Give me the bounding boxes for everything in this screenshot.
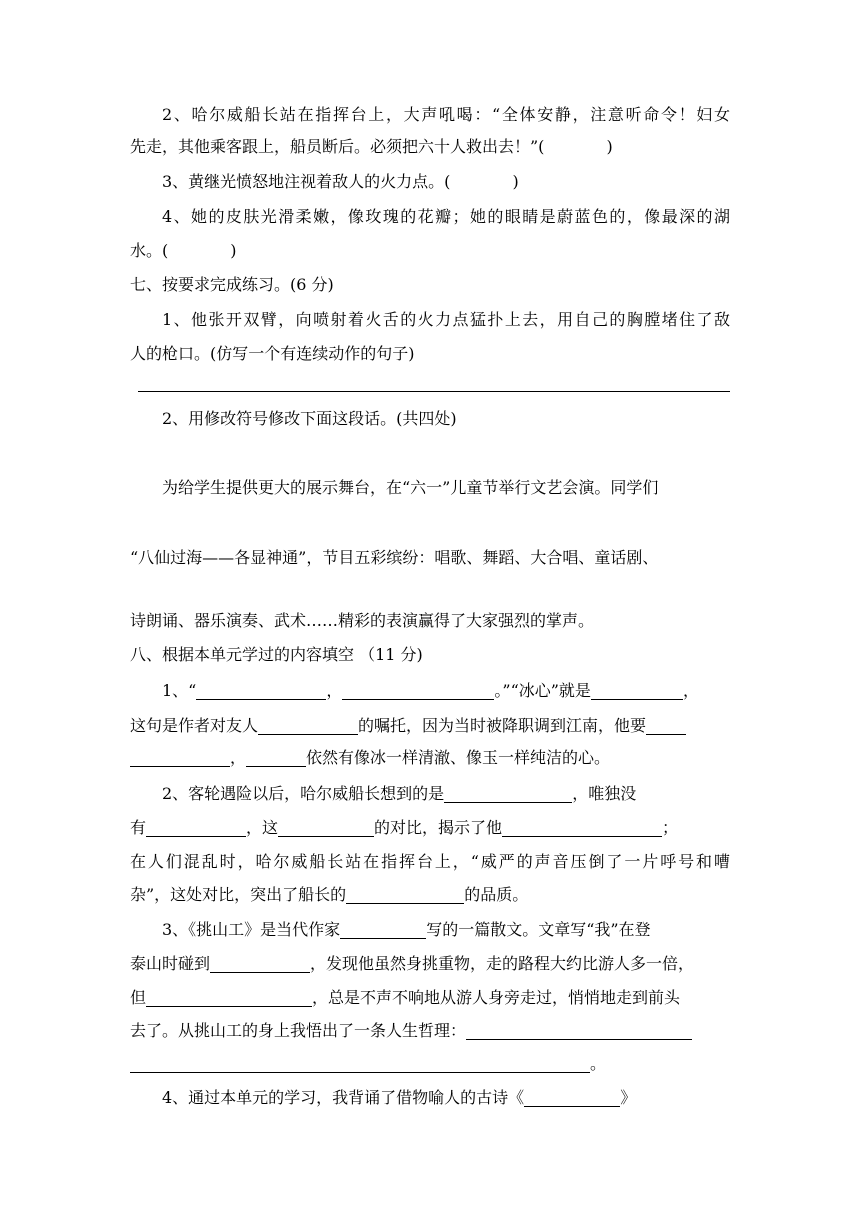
fill-blank[interactable] [146, 986, 312, 1007]
text-segment: ， [326, 681, 343, 700]
s8-q1-line2 [130, 709, 730, 743]
text-segment: ，发现他虽然身挑重物，走的路程大约比游人多一倍， [310, 954, 695, 973]
close-paren: ) [606, 137, 613, 156]
fill-blank[interactable] [502, 816, 662, 837]
s7-passage-line1: 为给学生提供更大的展示舞台，在“六一”儿童节举行文艺会演。同学们 [162, 478, 659, 497]
fill-blank[interactable] [646, 714, 686, 735]
s6-q4-text: 水。( [130, 241, 169, 260]
text-segment: 》 [620, 1088, 637, 1107]
fill-blank[interactable] [246, 746, 306, 767]
text-segment: 依然有像冰一样清澈、像玉一样纯洁的心。 [306, 748, 611, 767]
s7-passage-line3: 诗朗诵、器乐演奏、武术……精彩的表演赢得了大家强烈的掌声。 [130, 611, 595, 630]
s8-q3-line1 [162, 913, 730, 947]
close-paren: ) [230, 241, 237, 260]
text-segment: 但 [130, 988, 147, 1007]
fill-blank[interactable] [342, 679, 494, 700]
text-segment: 去了。从挑山工的身上我悟出了一条人生哲理： [130, 1021, 467, 1040]
fill-blank[interactable] [340, 918, 426, 939]
s6-q2-text: 先走，其他乘客跟上，船员断后。必须把六十人救出去！”( [130, 137, 545, 156]
text-segment: 的嘱托，因为当时被降职调到江南，他要 [358, 716, 647, 735]
fill-blank[interactable] [146, 816, 246, 837]
text-segment: 的对比，揭示了他 [374, 818, 503, 837]
fill-blank[interactable] [278, 816, 374, 837]
s6-q4-line1: 4、她的皮肤光滑柔嫩，像玫瑰的花瓣；她的眼睛是蔚蓝色的，像最深的湖 [162, 207, 730, 226]
section8-heading: 八、根据本单元学过的内容填空 （11 分) [130, 645, 423, 664]
text-segment: ，这 [246, 818, 279, 837]
fill-blank[interactable] [210, 952, 310, 973]
s6-q2-line2 [130, 130, 730, 164]
text-segment: 4、通过本单元的学习，我背诵了借物喻人的古诗《 [162, 1088, 525, 1107]
text-segment: 1、“ [162, 681, 197, 700]
fill-blank[interactable] [258, 714, 358, 735]
text-segment: 的品质。 [464, 885, 529, 904]
s8-q2-line4 [130, 878, 730, 912]
section7-heading: 七、按要求完成练习。(6 分) [130, 275, 334, 294]
s8-q4-line1 [162, 1081, 730, 1115]
s8-q1-line1 [162, 674, 730, 708]
s8-q3-line4 [130, 1014, 730, 1048]
fill-blank[interactable] [591, 679, 683, 700]
s6-q3 [162, 165, 730, 199]
text-segment: 。 [590, 1054, 607, 1073]
text-segment: 2、客轮遇险以后，哈尔威船长想到的是 [162, 784, 445, 803]
s8-q3-line5 [130, 1047, 730, 1081]
text-segment: 杂”，这处对比，突出了船长的 [130, 885, 347, 904]
fill-blank[interactable] [346, 883, 464, 904]
fill-blank[interactable] [130, 1052, 590, 1073]
fill-blank[interactable] [444, 782, 572, 803]
text-segment: ， [230, 748, 247, 767]
s7-passage-line2: “八仙过海——各显神通”，节目五彩缤纷：唱歌、舞蹈、大合唱、童话剧、 [130, 548, 659, 567]
fill-blank[interactable] [196, 679, 326, 700]
text-segment: 有 [130, 818, 147, 837]
s8-q2-line1 [162, 777, 730, 811]
text-segment: ， [682, 681, 699, 700]
text-segment: ，总是不声不响地从游人身旁走过，悄悄地走到前头 [312, 988, 681, 1007]
s7-q1-line1: 1、他张开双臂，向喷射着火舌的火力点猛扑上去，用自己的胸膛堵住了敌 [162, 310, 730, 329]
s6-q2-line1: 2、哈尔威船长站在指挥台上，大声吼喝：“全体安静，注意听命令！妇女 [162, 105, 730, 124]
close-paren: ) [512, 172, 519, 191]
s8-q3-line3 [130, 981, 730, 1015]
s8-q2-line3: 在人们混乱时，哈尔威船长站在指挥台上，“威严的声音压倒了一片呼号和嘈 [130, 852, 730, 871]
text-segment: 写的一篇散文。文章写“我”在登 [426, 920, 651, 939]
s6-q4-line2 [130, 234, 730, 268]
s6-q3-text: 3、黄继光愤怒地注视着敌人的火力点。( [162, 172, 451, 191]
s8-q1-line3 [130, 741, 730, 775]
text-segment: 泰山时碰到 [130, 954, 211, 973]
s8-q2-line2 [130, 811, 730, 845]
text-segment: ，唯独没 [572, 784, 637, 803]
fill-blank[interactable] [130, 746, 230, 767]
fill-blank[interactable] [466, 1019, 692, 1040]
s8-q3-line2 [130, 947, 730, 981]
text-segment: 3、《挑山工》是当代作家 [162, 920, 341, 939]
s7-q1-line2: 人的枪口。(仿写一个有连续动作的句子) [130, 344, 415, 363]
text-segment: ； [662, 818, 679, 837]
text-segment: 。”“冰心”就是 [494, 681, 591, 700]
answer-line[interactable] [138, 391, 730, 392]
fill-blank[interactable] [524, 1086, 620, 1107]
text-segment: 这句是作者对友人 [130, 716, 259, 735]
s7-q2: 2、用修改符号修改下面这段话。(共四处) [162, 409, 457, 428]
